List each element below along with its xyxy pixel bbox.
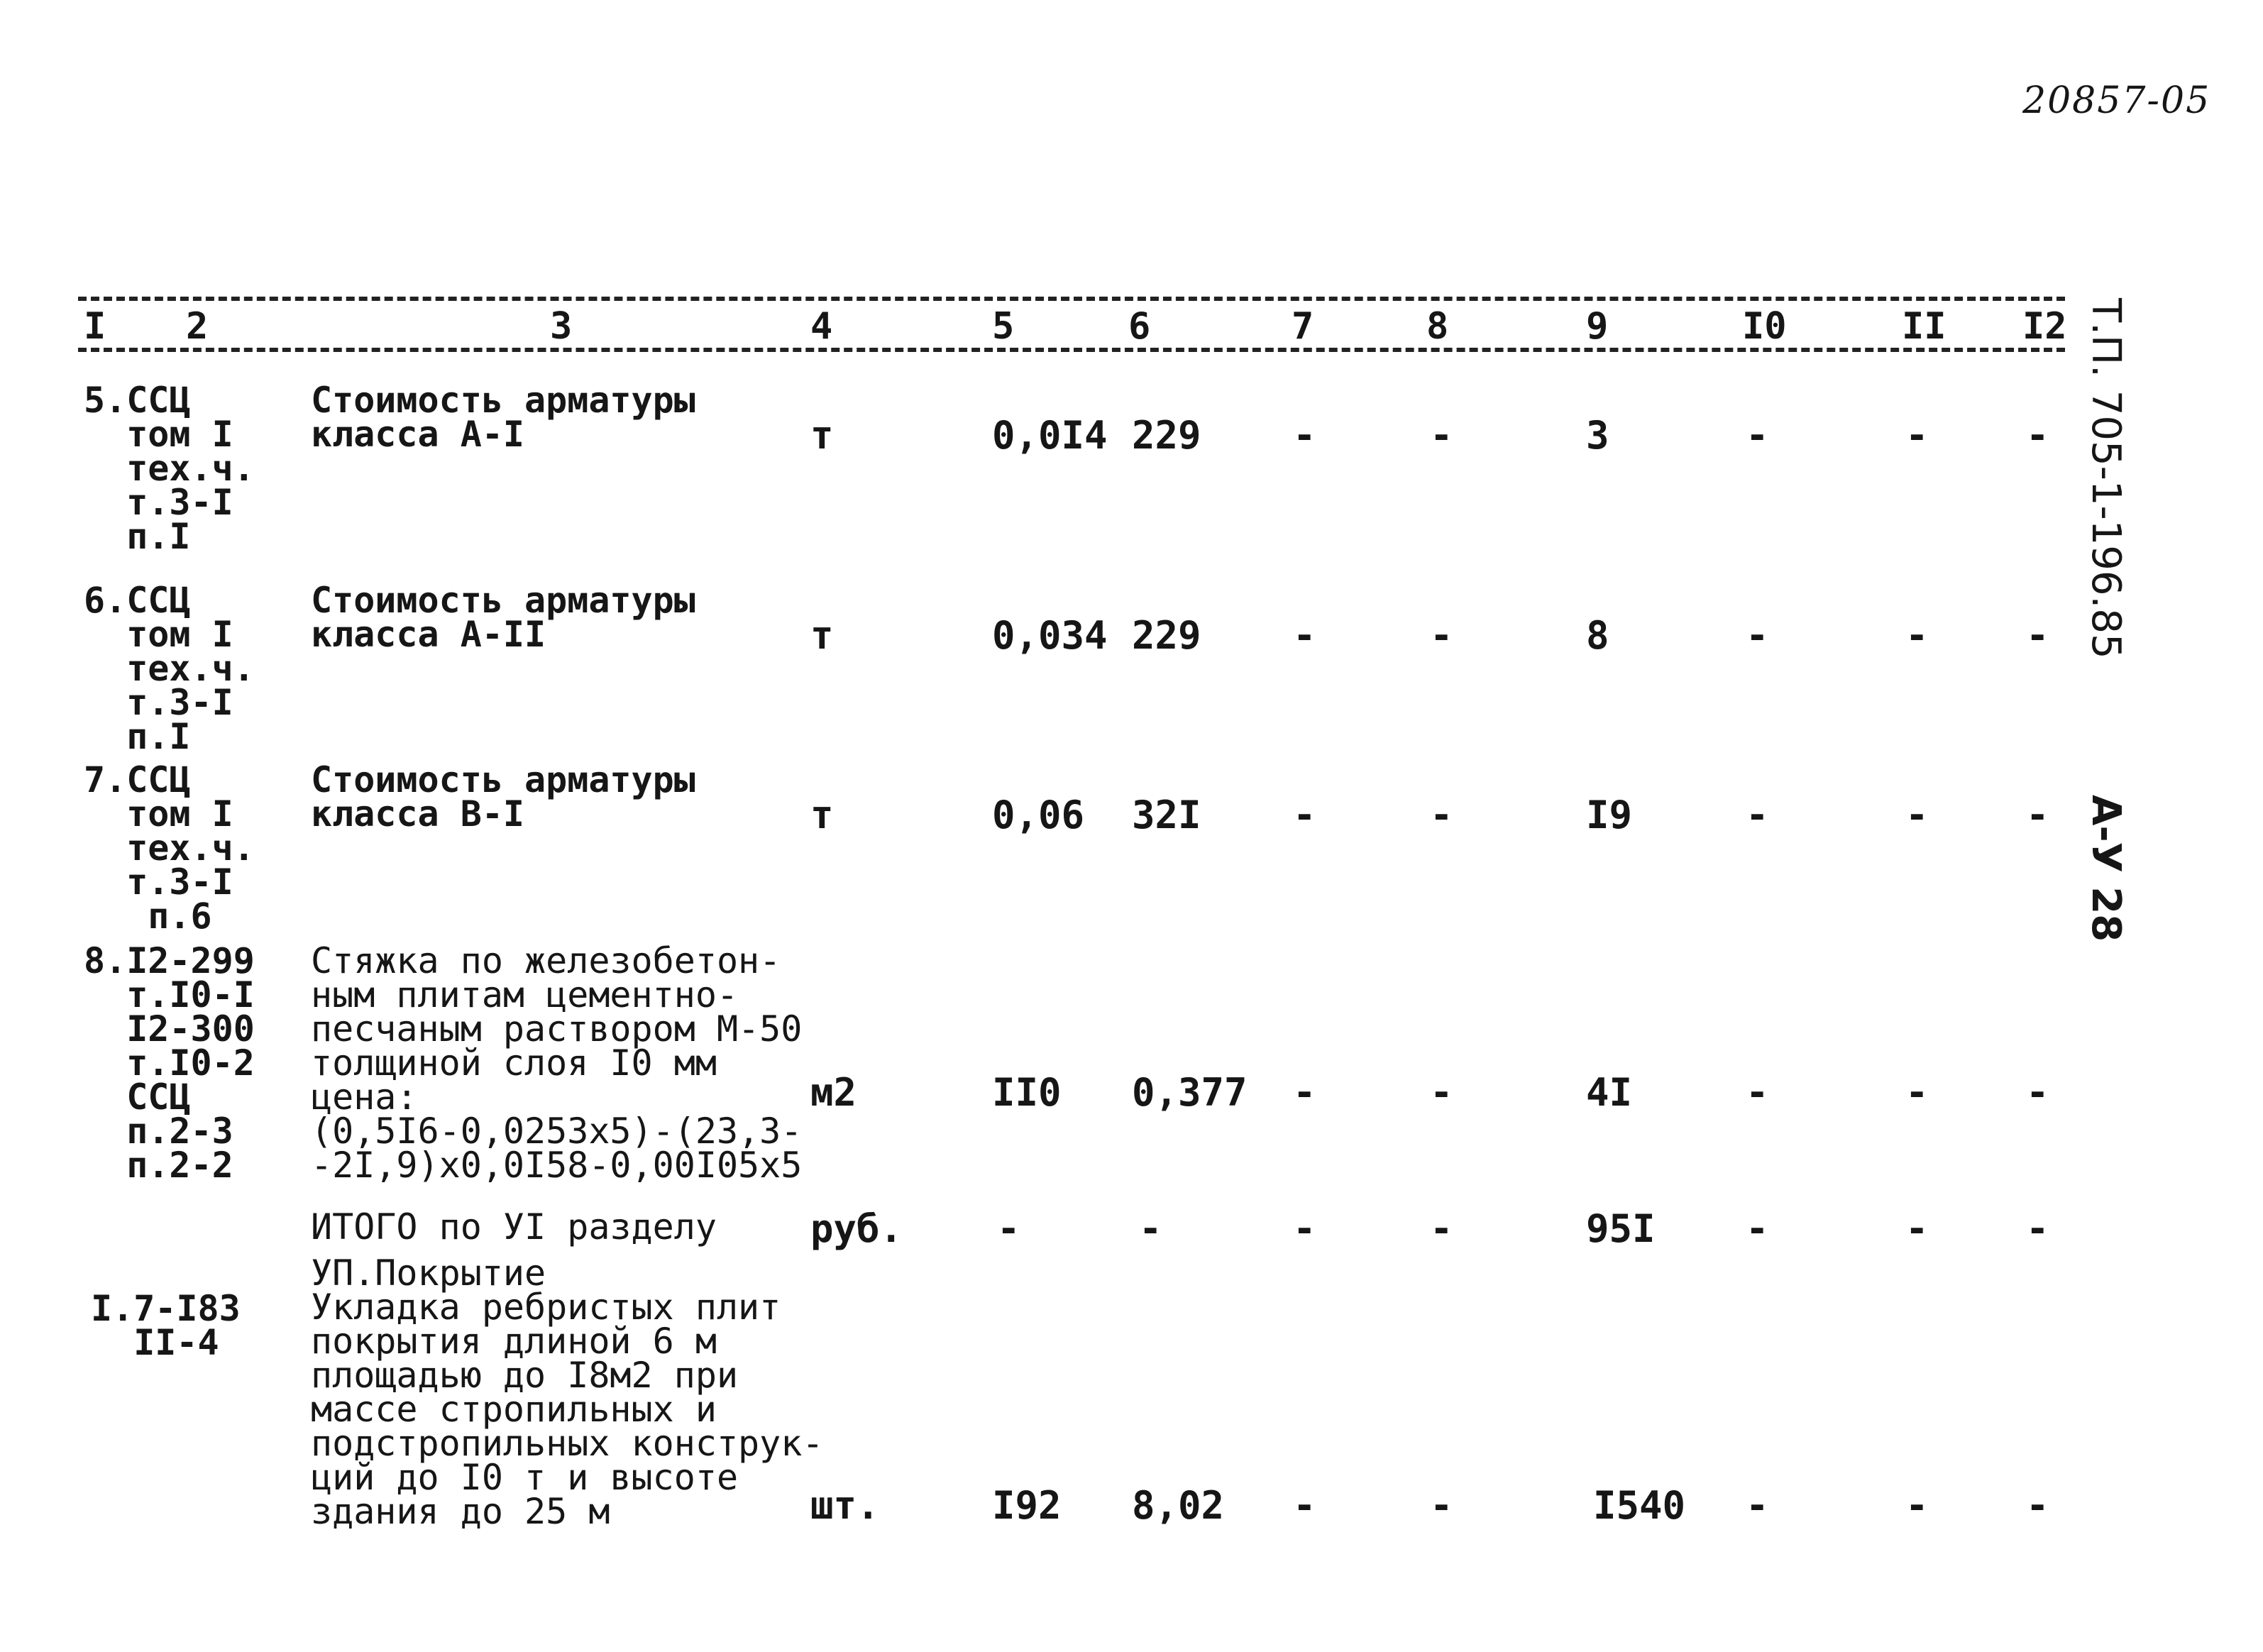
header-col-11: II: [1902, 305, 1947, 348]
row-7-col12: -: [2026, 793, 2049, 837]
row-7-description: Стоимость арматуры класса В-I: [311, 759, 695, 835]
row-5-col10: -: [1746, 413, 1769, 458]
side-sheet-label: А-У 28: [2083, 795, 2129, 942]
total-unit: руб.: [810, 1206, 903, 1251]
row-6-code: 6.ССЦ том I тех.ч. т.3-I п.I: [84, 580, 255, 757]
row-6-col11: -: [1905, 613, 1929, 658]
header-col-8: 8: [1426, 305, 1449, 348]
total-qty: -: [997, 1206, 1020, 1251]
row-8-col7: -: [1293, 1070, 1316, 1115]
row-8-col10: -: [1746, 1070, 1769, 1115]
row-roof-col12: -: [2026, 1483, 2049, 1528]
row-7-col7: -: [1293, 793, 1316, 837]
row-7-col11: -: [1905, 793, 1929, 837]
total-col11: -: [1905, 1206, 1929, 1251]
row-5-col12: -: [2026, 413, 2049, 458]
total-col9: 95I: [1586, 1206, 1656, 1251]
row-roof-col9: I540: [1593, 1483, 1686, 1528]
row-6-price: 229: [1132, 613, 1201, 658]
row-roof-col10: -: [1746, 1483, 1769, 1528]
header-col-10: I0: [1742, 305, 1787, 348]
section-total-label: ИТОГО по УI разделу: [311, 1206, 717, 1248]
row-8-qty: II0: [992, 1070, 1062, 1115]
header-col-6: 6: [1128, 305, 1151, 348]
row-roof-col11: -: [1905, 1483, 1929, 1528]
header-col-5: 5: [992, 305, 1015, 348]
row-8-col8: -: [1430, 1070, 1453, 1115]
total-col7: -: [1293, 1206, 1316, 1251]
row-5-col9: 3: [1586, 413, 1609, 458]
row-7-code: 7.ССЦ том I тех.ч. т.3-I п.6: [84, 759, 255, 937]
row-6-description: Стоимость арматуры класса А-II: [311, 580, 695, 655]
header-col-3: 3: [550, 305, 573, 348]
row-7-col8: -: [1430, 793, 1453, 837]
row-5-col7: -: [1293, 413, 1316, 458]
row-5-description: Стоимость арматуры класса А-I: [311, 380, 695, 455]
row-6-col7: -: [1293, 613, 1316, 658]
total-col12: -: [2026, 1206, 2049, 1251]
header-bottom-rule: [78, 348, 2065, 352]
total-col8: -: [1430, 1206, 1453, 1251]
row-5-qty: 0,0I4: [992, 413, 1108, 458]
row-6-unit: т: [810, 613, 834, 658]
row-roof-qty: I92: [992, 1483, 1062, 1528]
row-roof-unit: шт.: [810, 1483, 880, 1528]
row-roof-col7: -: [1293, 1483, 1316, 1528]
row-5-code: 5.ССЦ том I тех.ч. т.3-I п.I: [84, 380, 255, 557]
header-col-4: 4: [810, 305, 833, 348]
header-col-9: 9: [1586, 305, 1609, 348]
header-col-2: 2: [186, 305, 209, 348]
row-7-price: 32I: [1132, 793, 1201, 837]
row-8-description: Стяжка по железобетон- ным плитам цементно- песчаным раствором М-50 толщиной слоя I0 мм цена: (0,5I6-0,0253х5)-(23,3- -2I,9)х0,0I58-0,00I05х5: [311, 940, 803, 1186]
row-roof-price: 8,02: [1132, 1483, 1225, 1528]
row-roof-col8: -: [1430, 1483, 1453, 1528]
row-5-price: 229: [1132, 413, 1201, 458]
row-6-col8: -: [1430, 613, 1453, 658]
row-7-col10: -: [1746, 793, 1769, 837]
row-8-unit: м2: [810, 1070, 857, 1115]
row-7-col9: I9: [1586, 793, 1633, 837]
row-8-col12: -: [2026, 1070, 2049, 1115]
row-8-col9: 4I: [1586, 1070, 1633, 1115]
row-6-col12: -: [2026, 613, 2049, 658]
header-top-rule: [78, 297, 2065, 301]
header-col-7: 7: [1292, 305, 1314, 348]
document-number-stamp: 20857-05: [2022, 79, 2211, 122]
header-col-12: I2: [2022, 305, 2067, 348]
total-price: -: [1139, 1206, 1162, 1251]
row-8-price: 0,377: [1132, 1070, 1248, 1115]
row-roof-code: I.7-I83 II-4: [91, 1288, 241, 1363]
row-6-col10: -: [1746, 613, 1769, 658]
side-project-label: Т.П. 705-1-196.85: [2083, 298, 2129, 659]
row-8-code: 8.I2-299 т.I0-I I2-300 т.I0-2 ССЦ п.2-3 п.2-2: [84, 940, 255, 1186]
header-col-1: I: [84, 305, 106, 348]
row-roof-description: УП.Покрытие Укладка ребристых плит покрытия длиной 6 м площадью до I8м2 при массе стропильных и подстропильных конструк- ций до I0 т и высоте здания до 25 м: [311, 1252, 824, 1532]
row-5-col8: -: [1430, 413, 1453, 458]
row-6-col9: 8: [1586, 613, 1609, 658]
row-5-col11: -: [1905, 413, 1929, 458]
row-7-qty: 0,06: [992, 793, 1085, 837]
total-col10: -: [1746, 1206, 1769, 1251]
row-8-col11: -: [1905, 1070, 1929, 1115]
row-6-qty: 0,034: [992, 613, 1108, 658]
row-7-unit: т: [810, 793, 834, 837]
row-5-unit: т: [810, 413, 834, 458]
